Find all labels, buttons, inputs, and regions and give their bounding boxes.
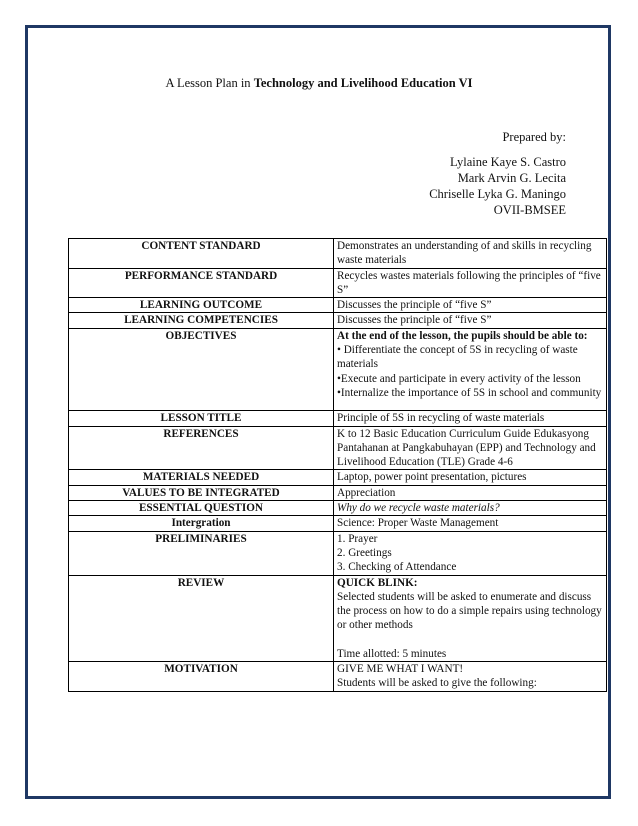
table-row [69, 426, 607, 470]
title-prefix: A Lesson Plan in [165, 76, 251, 90]
row-label: MOTIVATION [69, 662, 334, 692]
motivation-heading: GIVE ME WHAT I WANT! [337, 663, 464, 676]
lesson-plan-table [68, 238, 607, 692]
row-value [334, 328, 607, 410]
row-value: Laptop, power point presentation, pictures [334, 470, 607, 485]
row-label: Intergration [69, 516, 334, 531]
motivation-text: Students will be asked to give the following: [337, 677, 537, 690]
preliminary-item: 2. Greetings [337, 546, 392, 559]
row-label: REFERENCES [69, 426, 334, 470]
prepared-by-label: Prepared by: [502, 130, 566, 144]
row-value: Discusses the principle of “five S” [334, 298, 607, 313]
table-row [69, 298, 607, 313]
table-row [69, 239, 607, 269]
row-value: Demonstrates an understanding of and skills in recycling waste materials [334, 239, 607, 269]
row-label: REVIEW [69, 575, 334, 661]
table-row [69, 328, 607, 410]
review-text: Selected students will be asked to enumerate and discuss the process on how to do a simple repairs using technology or other methods [337, 590, 602, 632]
table-row [69, 470, 607, 485]
table-row [69, 501, 607, 516]
prepared-by-block [429, 129, 566, 218]
preparer-name: Mark Arvin G. Lecita [457, 171, 566, 185]
row-label: LEARNING OUTCOME [69, 298, 334, 313]
review-time: Time allotted: 5 minutes [337, 647, 447, 660]
row-value: K to 12 Basic Education Curriculum Guide Edukasyong Pantahanan at Pangkabuhayan (EPP) and Technology and Livelihood Education (TLE) Grade 4-6 [334, 426, 607, 470]
row-value [334, 662, 607, 692]
row-value [334, 575, 607, 661]
row-value [334, 531, 607, 575]
table-row [69, 485, 607, 500]
preparer-program: OVII-BMSEE [493, 203, 566, 217]
review-heading: QUICK BLINK: [337, 576, 418, 589]
row-label: PRELIMINARIES [69, 531, 334, 575]
row-value: Discusses the principle of “five S” [334, 313, 607, 328]
table-row [69, 268, 607, 298]
row-value: Appreciation [334, 485, 607, 500]
table-row [69, 313, 607, 328]
row-label: VALUES TO BE INTEGRATED [69, 485, 334, 500]
row-label: CONTENT STANDARD [69, 239, 334, 269]
preliminary-item: 1. Prayer [337, 532, 378, 545]
objectives-intro: At the end of the lesson, the pupils should be able to: [337, 329, 588, 342]
row-label: OBJECTIVES [69, 328, 334, 410]
row-value: Science: Proper Waste Management [334, 516, 607, 531]
preliminary-item: 3. Checking of Attendance [337, 561, 457, 574]
row-value: Why do we recycle waste materials? [334, 501, 607, 516]
row-label: MATERIALS NEEDED [69, 470, 334, 485]
table-row [69, 531, 607, 575]
table-row [69, 662, 607, 692]
title-subject: Technology and Livelihood Education VI [253, 76, 473, 90]
row-label: LESSON TITLE [69, 411, 334, 426]
table-row [69, 516, 607, 531]
table-row [69, 575, 607, 661]
row-label: PERFORMANCE STANDARD [69, 268, 334, 298]
row-value: Recycles wastes materials following the principles of “five S” [334, 268, 607, 298]
table-row [69, 411, 607, 426]
preparer-name: Chriselle Lyka G. Maningo [429, 187, 566, 201]
objective-item: • Differentiate the concept of 5S in recycling of waste materials [337, 344, 578, 371]
row-label: ESSENTIAL QUESTION [69, 501, 334, 516]
lesson-plan-title [0, 76, 638, 91]
row-value: Principle of 5S in recycling of waste materials [334, 411, 607, 426]
objective-item: •Execute and participate in every activity of the lesson [337, 372, 581, 385]
preparer-name: Lylaine Kaye S. Castro [450, 155, 566, 169]
objective-item: •Internalize the importance of 5S in school and community [337, 386, 602, 399]
row-label: LEARNING COMPETENCIES [69, 313, 334, 328]
